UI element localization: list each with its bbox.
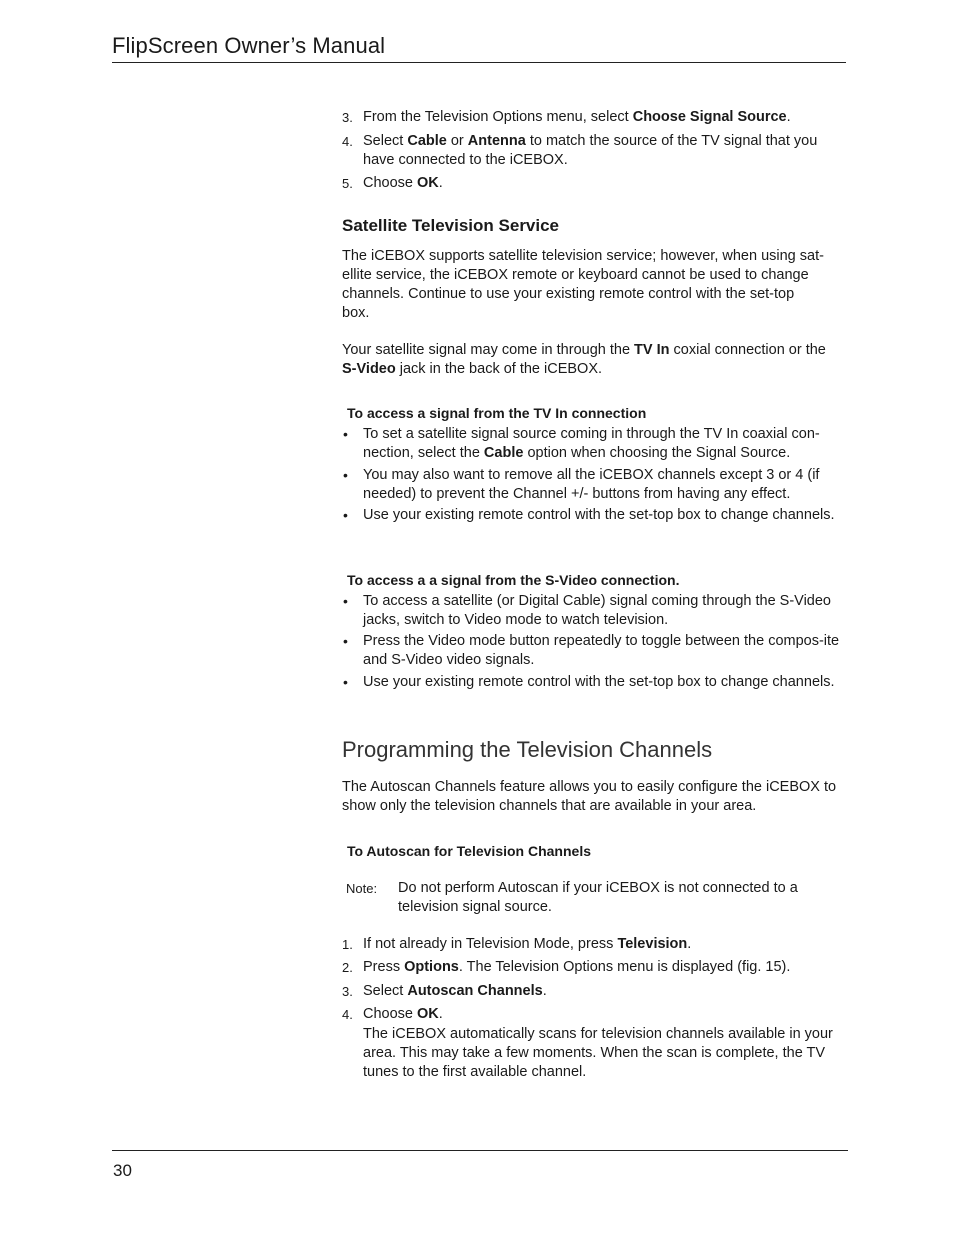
footer-rule [112, 1150, 848, 1151]
note-label: Note: [346, 881, 378, 896]
list-item-autoscan-3: 3. Select Autoscan Channels. [342, 983, 547, 999]
list-item-autoscan-1: 1. If not already in Television Mode, press Television. [342, 936, 692, 952]
satellite-paragraph-1: The iCEBOX supports satellite television service; however, when using sat- ellite service, the iCEBOX remote or keyboard cannot be used to change channels. Continue to use your existing remote control with the set-top box. [342, 248, 824, 321]
autoscan-result: The iCEBOX automatically scans for television channels available in your area. This may take a few moments. When the scan is complete, the TV tunes to the first available channel. [363, 1026, 833, 1080]
list-item-step-3: 3. From the Television Options menu, select Choose Signal Source. [342, 109, 791, 125]
satellite-heading: Satellite Television Service [342, 216, 560, 235]
list-item-tv-in-3: • Use your existing remote control with the set-top box to change channels. [343, 507, 835, 523]
list-item-svideo-2: • Press the Video mode button repeatedly to toggle between the compos-ite and S-Video video signals. [343, 633, 840, 668]
header-rule [112, 62, 846, 63]
programming-intro: The Autoscan Channels feature allows you to easily configure the iCEBOX to show only the television channels that are available in your area. [342, 779, 837, 814]
list-item-tv-in-1: • To set a satellite signal source coming in through the TV In coaxial con-nection, select the Cable option when choosing the Signal Source. [343, 426, 820, 461]
list-item-tv-in-2: • You may also want to remove all the iCEBOX channels except 3 or 4 (if needed) to prevent the Channel +/- buttons from having any effect. [343, 467, 820, 502]
satellite-paragraph-2: Your satellite signal may come in through the TV In coxial connection or the S-Video jack in the back of the iCEBOX. [342, 342, 826, 377]
autoscan-note [342, 879, 846, 917]
programming-heading: Programming the Television Channels [342, 737, 713, 762]
running-header-title: FlipScreen Owner’s Manual [112, 33, 386, 58]
autoscan-heading: To Autoscan for Television Channels [347, 843, 591, 859]
list-item-step-4: 4. Select Cable or Antenna to match the source of the TV signal that you have connected to the iCEBOX. [342, 133, 818, 168]
tv-in-heading: To access a signal from the TV In connection [347, 405, 647, 421]
page-number: 30 [113, 1161, 132, 1180]
list-item-step-5: 5. Choose OK. [342, 175, 443, 191]
list-item-svideo-3: • Use your existing remote control with the set-top box to change channels. [343, 674, 835, 690]
list-item-autoscan-4: 4. Choose OK. [342, 1006, 443, 1022]
list-item-svideo-1: • To access a satellite (or Digital Cable) signal coming through the S-Video jacks, switch to Video mode to watch television. [343, 593, 832, 628]
svideo-heading: To access a a signal from the S-Video connection. [347, 572, 680, 588]
list-item-autoscan-2: 2. Press Options. The Television Options menu is displayed (fig. 15). [342, 959, 791, 975]
note-text: Do not perform Autoscan if your iCEBOX is not connected to a television signal source. [398, 880, 798, 915]
